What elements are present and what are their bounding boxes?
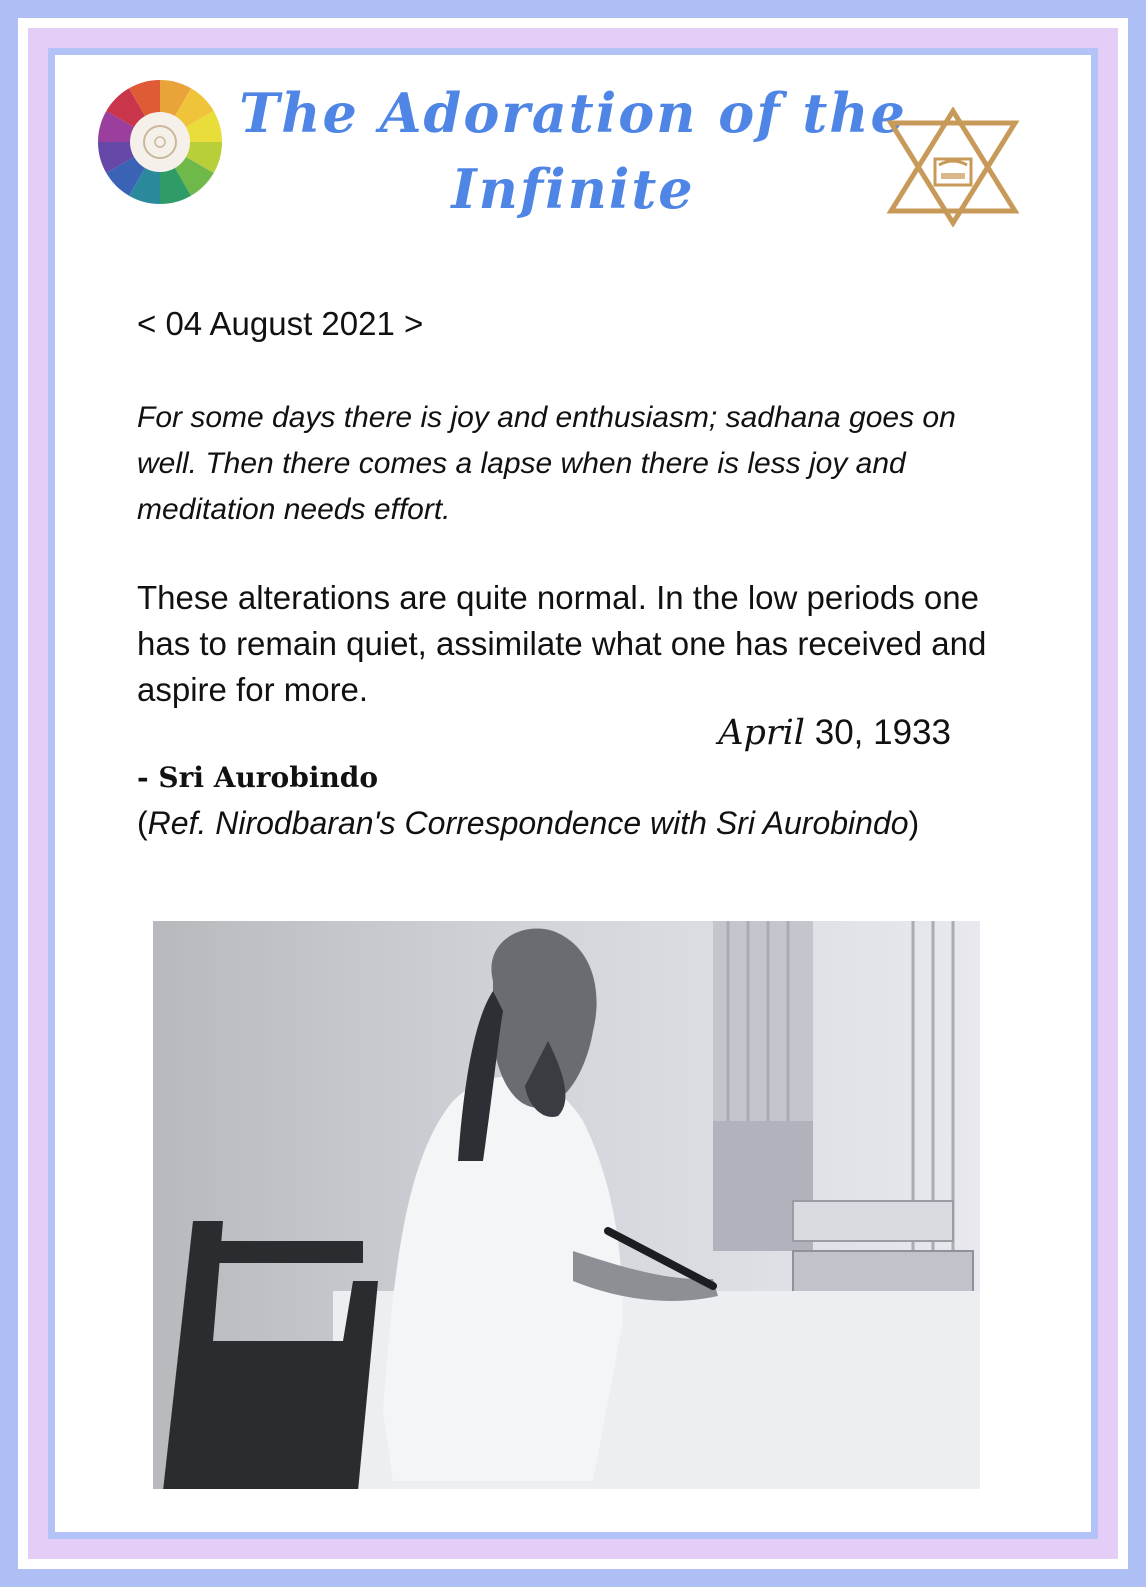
- title-line-2: Infinite: [451, 157, 695, 221]
- reference-close-paren: ): [908, 805, 920, 841]
- sri-aurobindo-photo: [153, 921, 980, 1489]
- quote-month: April: [718, 713, 806, 753]
- answer-text: These alterations are quite normal. In the low periods one has to remain quiet, assimilate what one has received and aspire for more.: [137, 579, 987, 708]
- page-content: [55, 55, 1091, 1532]
- question-text: For some days there is joy and enthusiasm; sadhana goes on well. Then there comes a lapse when there is less joy and meditation needs effort.: [137, 401, 956, 526]
- reference-open-paren: (: [137, 805, 148, 841]
- post-date: < 04 August 2021 >: [137, 305, 424, 342]
- reference-line: [137, 805, 919, 842]
- quote-day-year: 30, 1933: [814, 713, 951, 752]
- author-signature: - Sri Aurobindo: [137, 761, 379, 794]
- title-line-1: The Adoration of the: [239, 81, 907, 145]
- six-pointed-star-emblem-icon: [883, 107, 1023, 227]
- reference-text: Ref. Nirodbaran's Correspondence with Sri Aurobindo: [147, 805, 909, 841]
- quote-date: [718, 713, 951, 753]
